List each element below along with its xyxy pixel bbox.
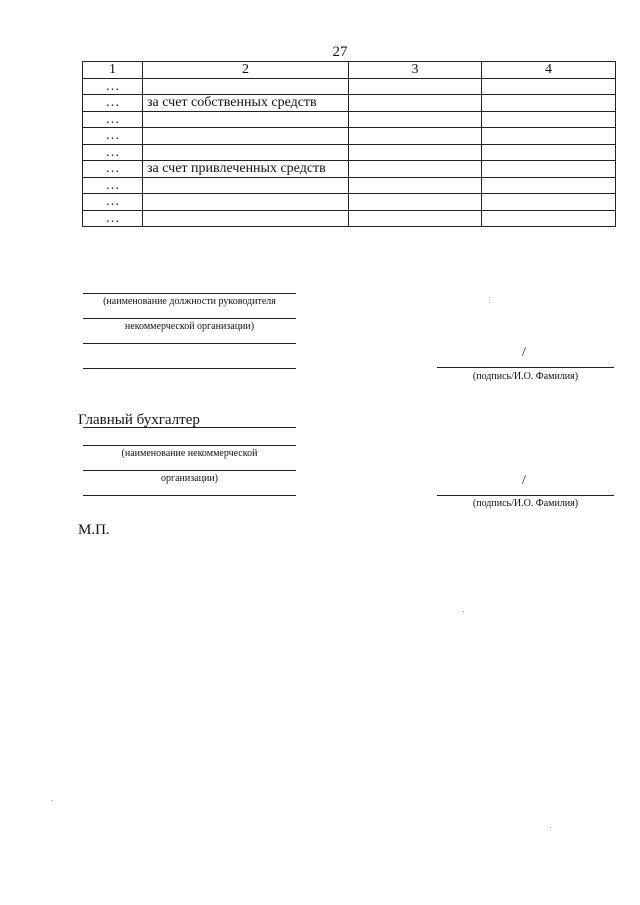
signature-slash: / [522, 345, 526, 360]
scan-speck [489, 297, 490, 298]
organization-caption: (наименование некоммерческой [121, 448, 258, 459]
table-header-row [83, 62, 616, 79]
signature-line [437, 367, 614, 368]
table-cell: … [83, 177, 143, 194]
table-cell: … [83, 128, 143, 145]
table-cell [482, 177, 616, 194]
table-row [83, 177, 616, 194]
signature-line [83, 470, 296, 471]
table-cell [143, 177, 349, 194]
table-row [83, 161, 616, 178]
signature-line [83, 427, 296, 428]
table-cell [349, 177, 482, 194]
chief-accountant-title: Главный бухгалтер [78, 412, 200, 428]
table-row [83, 111, 616, 128]
table-row [83, 128, 616, 145]
stamp-place: М.П. [78, 522, 110, 538]
table-cell [482, 111, 616, 128]
table-cell: … [83, 111, 143, 128]
table-cell [143, 144, 349, 161]
table-cell: … [83, 210, 143, 227]
signature-line [83, 445, 296, 446]
table-header-cell: 3 [349, 62, 482, 79]
table-cell [143, 210, 349, 227]
table-cell: … [83, 144, 143, 161]
table-cell [349, 111, 482, 128]
table-row [83, 95, 616, 112]
scan-speck [463, 611, 464, 612]
table-cell [349, 128, 482, 145]
table-cell [482, 128, 616, 145]
table-header-cell: 4 [482, 62, 616, 79]
table-cell [482, 144, 616, 161]
signature-line [83, 343, 296, 344]
signature-slash: / [522, 473, 526, 488]
table-header-cell: 2 [143, 62, 349, 79]
signature-line [83, 293, 296, 294]
table-cell [349, 161, 482, 178]
table-cell [482, 95, 616, 112]
table-row [83, 194, 616, 211]
signature-caption: (подпись/И.О. Фамилия) [472, 498, 579, 509]
table-cell [482, 78, 616, 95]
signature-line [83, 368, 296, 369]
table-row [83, 78, 616, 95]
position-caption: (наименование должности руководителя [103, 296, 276, 307]
table-cell [143, 194, 349, 211]
signature-caption: (подпись/И.О. Фамилия) [472, 371, 579, 382]
organization-caption: некоммерческой организации) [124, 321, 255, 332]
table-cell: за счет собственных средств [143, 95, 349, 112]
table-cell [349, 194, 482, 211]
table-cell [143, 78, 349, 95]
organization-caption: организации) [160, 473, 219, 484]
data-table [82, 61, 616, 227]
table-cell [482, 161, 616, 178]
table-cell: за счет привлеченных средств [143, 161, 349, 178]
signature-line [83, 495, 296, 496]
scan-speck [550, 827, 551, 828]
table-cell [349, 210, 482, 227]
table-cell [143, 128, 349, 145]
table-cell [349, 144, 482, 161]
table-cell: … [83, 95, 143, 112]
table-header-cell: 1 [83, 62, 143, 79]
table-cell [482, 210, 616, 227]
signature-line [83, 318, 296, 319]
table-cell: … [83, 161, 143, 178]
signature-line [437, 495, 614, 496]
table-cell: … [83, 194, 143, 211]
table-cell: … [83, 78, 143, 95]
table-row [83, 210, 616, 227]
table-cell [349, 95, 482, 112]
table-cell [349, 78, 482, 95]
scan-speck [52, 800, 53, 801]
page-number: 27 [332, 44, 348, 60]
table-row [83, 144, 616, 161]
table-cell [482, 194, 616, 211]
table-cell [143, 111, 349, 128]
